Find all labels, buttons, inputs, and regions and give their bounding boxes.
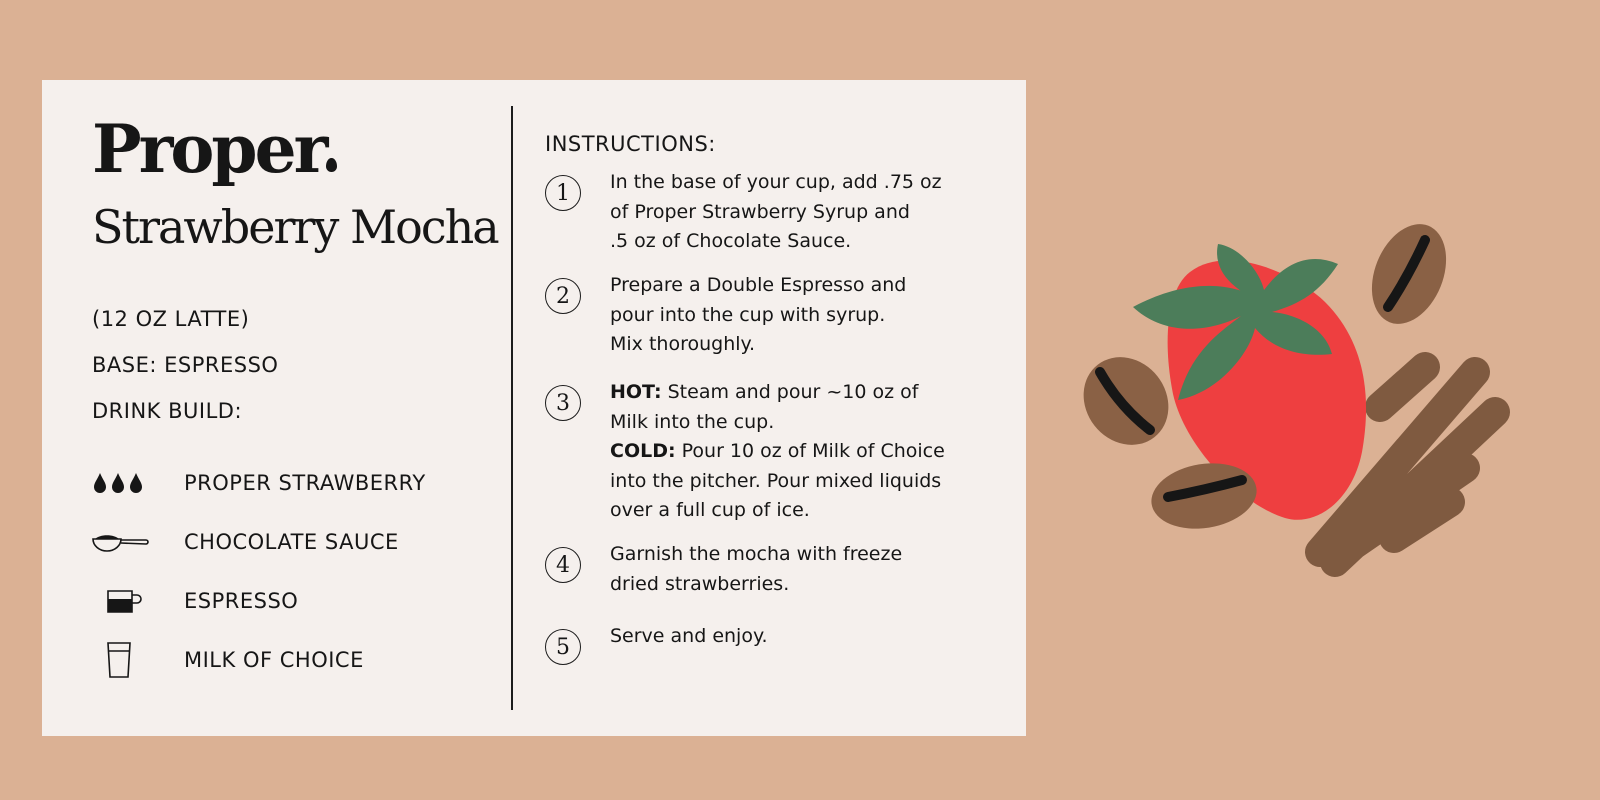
column-divider — [511, 106, 513, 710]
step-line: into the pitcher. Pour mixed liquids — [610, 469, 942, 492]
step-line: In the base of your cup, add .75 oz — [610, 171, 942, 193]
instructions-heading: INSTRUCTIONS: — [545, 132, 716, 156]
hot-text: Steam and pour ~10 oz of — [661, 381, 919, 403]
instruction-step — [545, 381, 1015, 550]
step-line — [610, 378, 945, 408]
drink-meta — [92, 307, 492, 445]
cold-label: COLD: — [610, 440, 676, 462]
glass-icon — [92, 641, 184, 679]
logo-drop-icon — [326, 158, 337, 172]
recipe-summary — [92, 110, 498, 689]
cold-text: Pour 10 oz of Milk of Choice — [675, 440, 945, 462]
three-drops-icon — [92, 471, 184, 495]
instructions-section — [545, 132, 1015, 682]
brand-logo — [92, 110, 492, 202]
step-number: 3 — [545, 385, 581, 421]
ingredient-row — [92, 630, 492, 689]
step-text — [610, 271, 906, 360]
drink-base: BASE: ESPRESSO — [92, 353, 279, 377]
ingredient-row — [92, 453, 492, 512]
step-number: 1 — [545, 175, 581, 211]
step-number: 2 — [545, 278, 581, 314]
step-line: Milk into the cup. — [610, 410, 775, 433]
instruction-step — [545, 625, 1015, 682]
step-text — [610, 168, 942, 257]
step-text — [610, 540, 902, 599]
ingredient-list — [92, 453, 492, 689]
step-text — [610, 378, 945, 526]
drink-title: Strawberry Mocha — [92, 200, 498, 254]
ingredient-label: ESPRESSO — [184, 588, 299, 613]
drink-size: (12 OZ LATTE) — [92, 307, 250, 331]
hot-label: HOT: — [610, 381, 662, 403]
step-line: pour into the cup with syrup. — [610, 303, 886, 326]
drink-build-heading: DRINK BUILD: — [92, 399, 243, 423]
step-text — [610, 622, 768, 652]
scoop-icon — [92, 531, 184, 553]
step-number: 4 — [545, 547, 581, 583]
ingredient-label: MILK OF CHOICE — [184, 647, 364, 672]
step-line: .5 oz of Chocolate Sauce. — [610, 230, 852, 252]
step-line: Serve and enjoy. — [610, 625, 768, 647]
espresso-cup-icon — [92, 587, 184, 615]
step-line: Garnish the mocha with freeze — [610, 543, 903, 565]
step-line: Prepare a Double Espresso and — [610, 274, 907, 296]
ingredient-label: CHOCOLATE SAUCE — [184, 529, 399, 554]
recipe-card — [42, 80, 1026, 736]
ingredient-row — [92, 512, 492, 571]
step-line: over a full cup of ice. — [610, 499, 810, 521]
ingredient-row — [92, 571, 492, 630]
step-line: dried strawberries. — [610, 572, 790, 595]
instruction-step — [545, 274, 1015, 388]
instruction-step — [545, 543, 1015, 632]
brand-name: Proper — [92, 110, 326, 188]
step-line: Mix thoroughly. — [610, 333, 756, 355]
step-line — [610, 437, 945, 467]
instruction-step — [545, 171, 1015, 281]
step-number: 5 — [545, 629, 581, 665]
step-line: of Proper Strawberry Syrup and — [610, 200, 910, 223]
strawberry-mocha-illustration — [1070, 222, 1550, 582]
ingredient-label: PROPER STRAWBERRY — [184, 470, 426, 495]
